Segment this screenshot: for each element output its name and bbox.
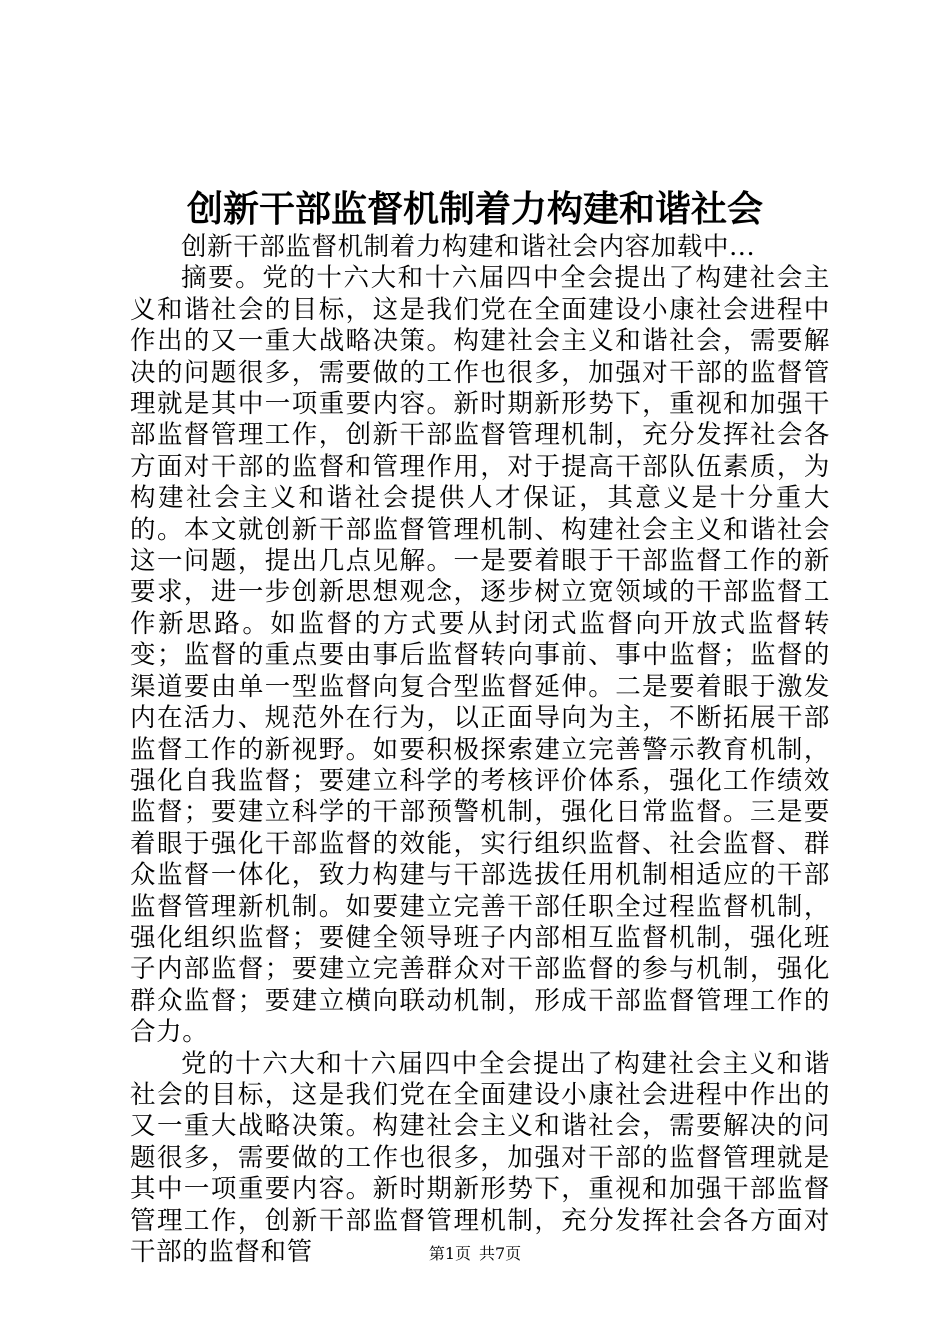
page-footer	[0, 1244, 950, 1264]
document-title: 创新干部监督机制着力构建和谐社会	[186, 188, 763, 230]
document-body	[130, 232, 830, 1268]
body-paragraph: 党的十六大和十六届四中全会提出了构建社会主义和谐社会的目标，这是我们党在全面建设小康社会进程中作出的又一重大战略决策。构建社会主义和谐社会，需要解决的问题很多，需要做的工作也很多，加强对干部的监督管理就是其中一项重要内容。新时期新形势下，重视和加强干部监督管理工作，创新干部监督管理机制，充分发挥社会各方面对干部的监督和管	[130, 1048, 830, 1267]
abstract-paragraph: 摘要。党的十六大和十六届四中全会提出了构建社会主义和谐社会的目标，这是我们党在全面建设小康社会进程中作出的又一重大战略决策。构建社会主义和谐社会，需要解决的问题很多，需要做的工作也很多，加强对干部的监督管理就是其中一项重要内容。新时期新形势下，重视和加强干部监督管理工作，创新干部监督管理机制，充分发挥社会各方面对干部的监督和管理作用，对于提高干部队伍素质，为构建社会主义和谐社会提供人才保证，其意义是十分重大的。本文就创新干部监督管理机制、构建社会主义和谐社会这一问题，提出几点见解。一是要着眼于干部监督工作的新要求，进一步创新思想观念，逐步树立宽领域的干部监督工作新思路。如监督的方式要从封闭式监督向开放式监督转变；监督的重点要由事后监督转向事前、事中监督；监督的渠道要由单一型监督向复合型监督延伸。二是要着眼于激发内在活力、规范外在行为，以正面导向为主，不断拓展干部监督工作的新视野。如要积极探索建立完善警示教育机制，强化自我监督；要建立科学的考核评价体系，强化工作绩效监督；要建立科学的干部预警机制，强化日常监督。三是要着眼于强化干部监督的效能，实行组织监督、社会监督、群众监督一体化，致力构建与干部选拔任用机制相适应的干部监督管理新机制。如要建立完善干部任职全过程监督机制，强化组织监督；要健全领导班子内部相互监督机制，强化班子内部监督；要建立完善群众对干部监督的参与机制，强化群众监督；要建立横向联动机制，形成干部监督管理工作的合力。	[130, 263, 830, 1048]
loading-line: 创新干部监督机制着力构建和谐社会内容加载中...	[181, 232, 756, 262]
page-number: 第1页	[428, 1244, 471, 1263]
page-total: 共7页	[479, 1244, 522, 1263]
